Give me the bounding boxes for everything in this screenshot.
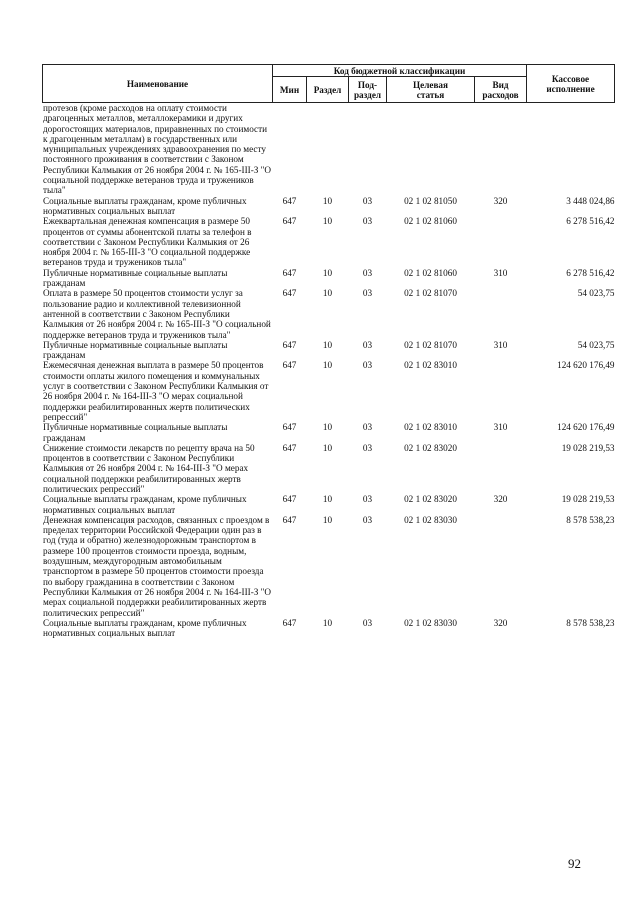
row-min-cell: 647 — [282, 442, 297, 453]
row-min-cell: 647 — [282, 216, 297, 227]
row-podrazdel-cell: 03 — [362, 360, 373, 371]
row-amount-cell: 19 028 219,53 — [561, 494, 615, 505]
header-classification-group: Код бюджетной классификации — [273, 65, 527, 77]
table-header — [43, 65, 615, 103]
row-target-cell: 02 1 02 81060 — [404, 267, 457, 278]
row-podrazdel-cell — [349, 103, 387, 196]
row-expense-type-cell — [475, 515, 527, 618]
row-expense-type-cell — [475, 103, 527, 196]
row-min-cell: 647 — [282, 494, 297, 505]
budget-table — [42, 64, 615, 638]
row-name-cell: Денежная компенсация расходов, связанных с проездом в пределах территории Российской Федерации один раз в год (туда и обратно) железнодорожным транспортом в размере 100 процентов стоимости проезда, водным, воздушным, междугородным автомобильным транспортом в размере 50 процентов стоимости проезда по выбору гражданина в соответствии с Законом Республики Калмыкия от 26 ноября 2004 г. № 164-III-З "О мерах социальной поддержки реабилитированных жертв политических репрессий" — [43, 514, 272, 618]
row-razdel-cell: 10 — [322, 617, 333, 628]
header-cash-execution: Кассовое исполнение — [527, 65, 615, 103]
row-podrazdel-cell: 03 — [362, 494, 373, 505]
row-amount-cell — [527, 103, 615, 196]
page-number: 92 — [568, 856, 581, 871]
row-razdel-cell — [307, 103, 349, 196]
row-razdel-cell: 10 — [322, 422, 333, 433]
row-target-cell: 02 1 02 83020 — [404, 442, 457, 453]
row-podrazdel-cell: 03 — [362, 617, 373, 628]
row-razdel-cell: 10 — [322, 494, 333, 505]
row-amount-cell: 6 278 516,42 — [566, 216, 615, 227]
table-body — [43, 103, 615, 639]
row-min-cell: 647 — [282, 339, 297, 350]
table-row — [43, 443, 615, 494]
row-podrazdel-cell: 03 — [362, 339, 373, 350]
row-razdel-cell: 10 — [322, 514, 333, 525]
row-target-cell: 02 1 02 81070 — [404, 339, 457, 350]
header-target-article: Целевая статья — [387, 77, 475, 103]
table-row — [43, 268, 615, 289]
row-expense-type-cell: 310 — [493, 267, 508, 278]
row-razdel-cell: 10 — [322, 360, 333, 371]
row-target-cell: 02 1 02 83030 — [404, 617, 457, 628]
row-min-cell: 647 — [282, 267, 297, 278]
row-expense-type-cell: 320 — [493, 494, 508, 505]
row-name-cell: Публичные нормативные социальные выплаты гражданам — [43, 422, 228, 443]
row-target-cell: 02 1 02 83010 — [404, 360, 457, 371]
row-target-cell: 02 1 02 83020 — [404, 494, 457, 505]
row-amount-cell: 19 028 219,53 — [561, 442, 615, 453]
row-expense-type-cell — [475, 360, 527, 422]
row-amount-cell: 54 023,75 — [577, 288, 615, 299]
row-amount-cell: 6 278 516,42 — [566, 267, 615, 278]
row-podrazdel-cell: 03 — [362, 288, 373, 299]
row-razdel-cell: 10 — [322, 267, 333, 278]
table-row — [43, 216, 615, 267]
table-row — [43, 360, 615, 422]
row-amount-cell: 54 023,75 — [577, 339, 615, 350]
table-row — [43, 422, 615, 443]
row-podrazdel-cell: 03 — [362, 442, 373, 453]
row-name-cell: Социальные выплаты гражданам, кроме публичных нормативных социальных выплат — [43, 617, 247, 639]
row-name-cell: Социальные выплаты гражданам, кроме публичных нормативных социальных выплат — [43, 195, 247, 216]
row-razdel-cell: 10 — [322, 216, 333, 227]
row-podrazdel-cell: 03 — [362, 195, 373, 206]
row-amount-cell: 124 620 176,49 — [557, 360, 615, 371]
row-min-cell: 647 — [282, 617, 297, 628]
row-target-cell: 02 1 02 81070 — [404, 288, 457, 299]
row-amount-cell: 8 578 538,23 — [566, 514, 615, 525]
row-target-cell — [387, 103, 475, 196]
row-name-cell: Снижение стоимости лекарств по рецепту врача на 50 процентов в соответствии с Законом Республики Калмыкия от 26 ноября 2004 г. № 164-III-З "О мерах социальной поддержки реабилитированных жертв политических репрессий" — [43, 442, 255, 494]
table-row — [43, 340, 615, 361]
row-amount-cell: 8 578 538,23 — [566, 617, 615, 628]
row-min-cell — [273, 103, 307, 196]
row-podrazdel-cell: 03 — [362, 422, 373, 433]
table-row — [43, 288, 615, 339]
row-razdel-cell: 10 — [322, 442, 333, 453]
row-min-cell: 647 — [282, 422, 297, 433]
row-min-cell: 647 — [282, 288, 297, 299]
row-name-cell: Публичные нормативные социальные выплаты гражданам — [43, 339, 228, 361]
row-expense-type-cell — [475, 288, 527, 339]
row-podrazdel-cell: 03 — [362, 514, 373, 525]
row-name-cell: Оплата в размере 50 процентов стоимости услуг за пользование радио и коллективной телевизионной антенной в соответствии с Законом Республики Калмыкия от 26 ноября 2004 г. № 165-III-З "О социальной поддержке ветеранов труда и тружеников тыла" — [43, 288, 271, 340]
header-name: Наименование — [43, 65, 273, 103]
row-min-cell: 647 — [282, 195, 297, 206]
row-amount-cell: 124 620 176,49 — [557, 422, 615, 433]
row-target-cell: 02 1 02 83030 — [404, 514, 457, 525]
row-target-cell: 02 1 02 81050 — [404, 195, 457, 206]
row-amount-cell: 3 448 024,86 — [566, 195, 615, 206]
table-row — [43, 515, 615, 618]
row-expense-type-cell: 310 — [493, 422, 508, 433]
table-row — [43, 103, 615, 196]
table-row — [43, 196, 615, 217]
header-razdel: Раздел — [307, 77, 349, 103]
row-name-cell: Ежеквартальная денежная компенсация в размере 50 процентов от суммы абонентской платы за телефон в соответствии с Законом Республики Калмыкия от 26 ноября 2004 г. № 165-III-З "О социальной поддержке ветеранов труда и тружеников тыла" — [43, 216, 252, 268]
row-podrazdel-cell: 03 — [362, 216, 373, 227]
row-min-cell: 647 — [282, 360, 297, 371]
row-podrazdel-cell: 03 — [362, 267, 373, 278]
header-podrazdel: Под- раздел — [349, 77, 387, 103]
row-target-cell: 02 1 02 81060 — [404, 216, 457, 227]
row-name-cell: Публичные нормативные социальные выплаты гражданам — [43, 267, 228, 289]
row-expense-type-cell — [475, 216, 527, 267]
row-expense-type-cell — [475, 443, 527, 494]
row-name-cell: протезов (кроме расходов на оплату стоимости драгоценных металлов, металлокерамики и других дорогостоящих материалов, приравненных по стоимости к драгоценным металлам) в государственных или муниципальных учреждениях здравоохранения по месту постоянного проживания в соответствии с Законом Республики Калмыкия от 26 ноября 2004 г. № 165-III-З "О социальной поддержке ветеранов труда и тружеников тыла" — [43, 103, 272, 196]
row-expense-type-cell: 310 — [493, 339, 508, 350]
row-name-cell: Социальные выплаты гражданам, кроме публичных нормативных социальных выплат — [43, 494, 247, 515]
row-razdel-cell: 10 — [322, 339, 333, 350]
row-razdel-cell: 10 — [322, 195, 333, 206]
row-target-cell: 02 1 02 83010 — [404, 422, 457, 433]
row-min-cell: 647 — [282, 514, 297, 525]
row-name-cell: Ежемесячная денежная выплата в размере 50 процентов стоимости оплаты жилого помещения и коммунальных услуг в соответствии с Законом Республики Калмыкия от 26 ноября 2004 г. № 164-III-З "О мерах социальной поддержки реабилитированных жертв политических репрессий" — [43, 360, 269, 422]
row-razdel-cell: 10 — [322, 288, 333, 299]
header-expense-type: Вид расходов — [475, 77, 527, 103]
table-row — [43, 494, 615, 515]
table-row — [43, 618, 615, 639]
row-expense-type-cell: 320 — [493, 617, 508, 628]
header-min: Мин — [273, 77, 307, 103]
row-expense-type-cell: 320 — [493, 195, 508, 206]
